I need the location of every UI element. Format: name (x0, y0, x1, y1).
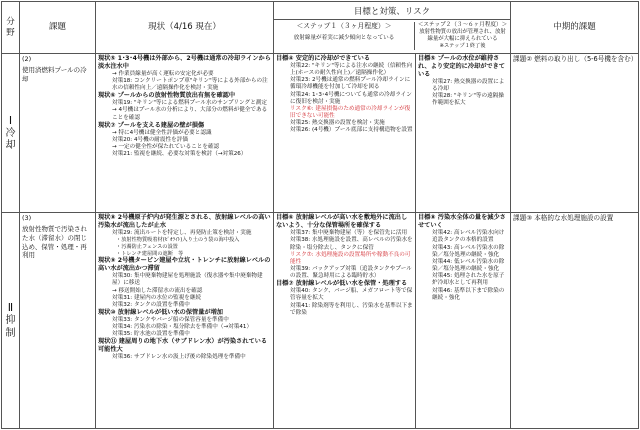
risk-line: リスク⑥: 建屋損傷のため通常の冷却ラインが復旧できない可能性 (290, 105, 411, 120)
section-char: 却 (5, 140, 16, 152)
item-heading: 現状⑦ プールを支える建屋の壁が損傷 (98, 121, 205, 129)
risk-line: リスク⑦: 水処理施設の設置場所や稼動不良の可能性 (290, 251, 411, 265)
section-roman: Ⅱ (7, 301, 14, 315)
item-line: 対策41: 除染剤等を利用し、汚染水を基準以下まで除染 (290, 302, 413, 316)
header-mid-term: 中期的課題 (511, 2, 639, 54)
item-line: 対策39: バックアップ対策（追設タンクやプールの設置、緊急時用による臨時貯水） (290, 266, 412, 280)
item-line: 対策36: サブドレン水の汲上げ後の除染処理を準備中 (112, 354, 246, 361)
item-line: 対策38: 水処理施設を設置、高レベルの汚染水を除染・塩分除去し、タンクに保管 (290, 237, 413, 251)
step1-cell (274, 54, 416, 213)
item-line: → 一定の健全性が保たれていることを確認 (112, 144, 220, 150)
header-section: 分野 (2, 2, 20, 54)
item-line: 対策45: 処理された水を原子炉冷却水として再利用 (432, 273, 505, 287)
item-line: 対策26: (4号機）プール底部に支持構造物を設置 (290, 127, 413, 134)
item-heading: 現状⑧ 2号機原子炉内が発生源とされる、放射線レベルの高い汚染水が流出したが止水 (98, 214, 271, 230)
item-line: 対策27: 熱交換器の設置による冷却 (432, 78, 505, 92)
item-line: 対策43: 高レベル汚染水の除染／塩分処理の継続・強化 (432, 244, 505, 258)
item-line: 対策19: "キリン"等による燃料プール水のサンプリングと測定 (112, 100, 267, 107)
targets-title: 目標と対策、リスク (274, 6, 510, 20)
item-line: 対策37: 集中廃棄物建屋（等）を保管先に活用 (290, 230, 408, 237)
section-roman: Ⅰ (8, 113, 13, 127)
item-line: → 特に4号機は健全性評価が必要と認識 (112, 129, 212, 136)
step2-title: ＜ステップ２（３〜６ヶ月程度）＞ (417, 22, 508, 28)
item-heading: 現状⑩ 放射線レベルが低い水の保管量が増加 (98, 309, 223, 317)
section-cell (2, 54, 20, 213)
step2-subtitle: 放射性物質の放出が管理され、放射線量が大幅に抑えられている (419, 29, 506, 43)
item-heading: 目標⑧ 汚染水全体の量を減少させていく (418, 214, 506, 230)
item-line: ・汚濁防止フェンスの設置 (116, 244, 178, 251)
table-row (2, 54, 639, 213)
item-heading: 目標⑦ 放射線レベルが低い水を保管・処理する (276, 280, 408, 288)
item-line: 対策34: 汚染水の除染・塩分除去を準備中（→対策41） (112, 324, 253, 331)
item-line: 対策32: タンクの設置を準備中 (112, 301, 190, 308)
item-line: 対策30: 集中廃棄物建屋を処理施設（復水器や集中廃棄物建屋）に移送 (112, 273, 263, 287)
step1-subtitle: 放射線量が着実に減少傾向となっている (293, 34, 395, 41)
item-heading: 目標④ 安定的に冷却ができている (276, 55, 371, 62)
item-line: 対策33: タンクやバージ船の保管容量を準備中 (112, 317, 229, 324)
header-targets (274, 2, 511, 54)
item-line: 対策35: 貯水池の設置を準備中 (112, 331, 190, 338)
issue-text: 使用済燃料プールの冷却 (22, 65, 87, 83)
item-line: 対策18: コンクリートポンプ車"キリン"等による外部からの注水の信頼性向上／遠隔操作化を検討・実施 (112, 78, 268, 92)
item-line: 対策29: 流出ルートを特定し、再発防止策を検討・実施 (112, 230, 252, 237)
item-heading: 現状⑨ 2号機タービン建屋や立坑・トレンチに放射線レベルの高い水が流出かつ滞留 (98, 257, 271, 273)
mid-term-cell: 課題③ 本格的な水処理施設の設置 (511, 213, 639, 429)
issue-cell (20, 54, 96, 213)
issue-number: (2) (22, 55, 32, 63)
item-line: → 4号機はプール水の分析により、大部分の燃料が健全であることを確認 (112, 107, 268, 121)
roadmap-table (1, 1, 639, 429)
mid-term-cell: 課題② 燃料の取り出し（5-6号機を含む） (511, 54, 639, 213)
item-heading: 現状⑪ 建屋周りの地下水（サブドレン水）が汚染されている可能性大 (98, 338, 268, 354)
item-line: ・放射性物質吸着材(ｾﾞｵﾗｲﾄ)入り土のう袋の海中投入 (116, 237, 240, 244)
item-line: 対策23: 2号機は通常の燃料プール冷却ラインに循環冷却機能を付加して冷却を図る (290, 77, 411, 91)
item-line: 対策42: 高レベル汚染水向け追設タンクの本格的設置 (432, 230, 505, 244)
item-line: 対策25: 熱交換器の設置を検討・実施 (290, 120, 385, 127)
section-char: 抑 (5, 315, 16, 327)
issue-number: (3) (22, 214, 32, 223)
issue-cell (20, 213, 96, 429)
item-heading: 目標⑥ 放射線レベルが高い水を敷地外に流出しないよう、十分な保管場所を確保する (276, 214, 408, 230)
item-line: 対策40: タンク、バージ船、メガフロート等で保管容量を拡大 (290, 288, 413, 302)
item-heading: 現状⑥ プールからの放射性物質放出有無を確認中 (98, 92, 236, 100)
item-line: 対策44: 低レベル汚染水の除染／塩分処理の継続・強化 (432, 258, 505, 273)
item-line: → 移送開始した滞留水の流出を確認 (112, 287, 203, 294)
section-cell (2, 213, 20, 429)
item-line: 対策24: 1･3･4号機についても通常の冷却ラインに復旧を検討・実施 (290, 91, 412, 105)
item-line: 対策46: 基準以下まで除染の継続・強化 (432, 287, 505, 301)
item-line: 対策21: 監視を継続、必要な対策を検討（→対策26） (112, 151, 247, 158)
item-heading: 目標⑤ プールの水位が維持され、より安定的に冷却ができている (418, 55, 505, 78)
step2-cell (416, 54, 511, 213)
header-issue: 課題 (20, 2, 96, 54)
item-line: 対策28: "キリン"等の遠隔操作範囲を拡大 (432, 93, 504, 107)
status-cell (96, 54, 274, 213)
step2-note: ※ステップ１終了後 (439, 43, 486, 50)
table-row (2, 213, 639, 429)
item-line: 対策20: 4号機の耐震性を評価 (112, 136, 188, 143)
status-cell (96, 213, 274, 429)
header-status: 現状（4/16 現在） (96, 2, 274, 54)
section-char: 制 (5, 327, 16, 339)
item-heading: 現状⑤ 1･3･4号機は外部から、2号機は通常の冷却ラインから淡水注水中 (98, 55, 271, 70)
item-line: 対策22: "キリン"等による注水の継続（信頼性向上(ホースの耐久性向上)／遠隔操作化） (290, 62, 413, 77)
issue-text: 放射性物質で汚染された水（滞留水）の閉じ込め、保管・処理・再利用 (22, 225, 87, 260)
step2-cell (416, 213, 511, 429)
step1-cell (274, 213, 416, 429)
section-char: 冷 (5, 127, 16, 139)
item-line: → 作業員線量が高く運転の安定化が必要 (112, 70, 214, 77)
step1-title: ＜ステップ１（３ヶ月程度）＞ (296, 22, 392, 30)
item-line: ・トレンチ建屋間の遮断 等 (116, 250, 184, 257)
item-line: 対策31: 建屋内の水位の監視を継続 (112, 294, 202, 301)
